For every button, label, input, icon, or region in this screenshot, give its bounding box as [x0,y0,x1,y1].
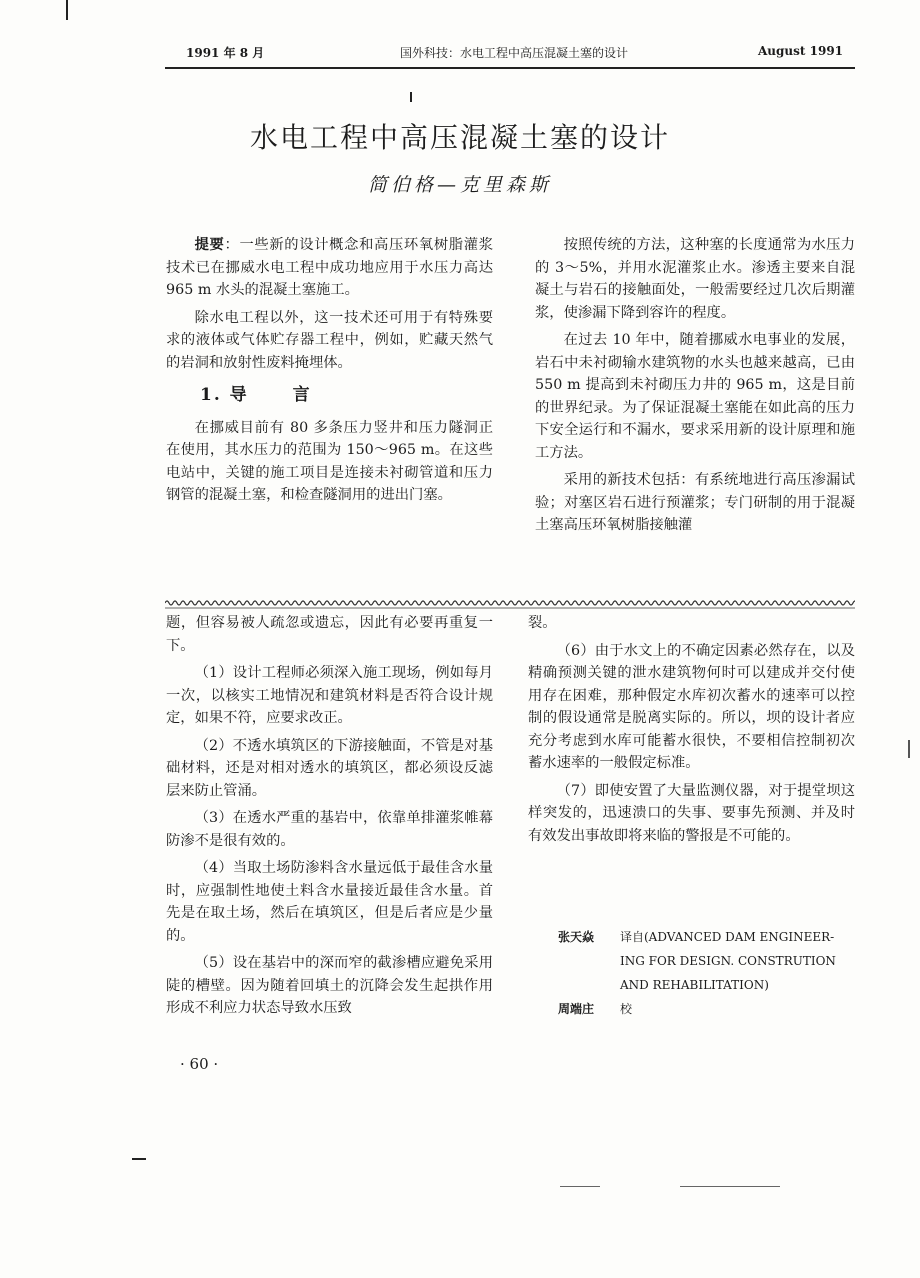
scan-mark [680,1186,780,1187]
translator-source-2: ING FOR DESIGN. CONSTRUTION [620,954,836,968]
list-item: （4）当取土场防渗料含水量远低于最佳含水量时，应强制性地使土料含水量接近最佳含水量。首先是在取土场，然后在填筑区，但是后者应是少量的。 [166,860,493,944]
section-heading [166,384,493,407]
header-rule [165,67,855,69]
section-title-part: 导 [229,385,249,405]
list-item: （5）设在基岩中的深而窄的截渗槽应避免采用陡的槽壁。因为随着回填土的沉降会发生起拱作用形成不利应力状态导致水压致 [166,955,493,1016]
proofreader-role: 校 [620,1002,633,1016]
section-title-part: 言 [292,385,312,405]
translator-row-2 [558,949,858,973]
scan-mark [132,1158,146,1160]
page-number: · 60 · [180,1055,219,1073]
list-item: （6）由于水文上的不确定因素必然存在，以及精确预测关键的泄水建筑物何时可以建成并交付使用存在困难，那种假定水库初次蓄水的速率可以控制的假设通常是脱离实际的。所以，坝的设计者应充分考虑到水库可能蓄水很快，不要相信控制初次蓄水速率的一般假定标准。 [528,642,855,771]
article-authors: 简伯格—克里森斯 [367,174,552,196]
translator-row [558,925,858,949]
translation-credits [558,925,858,1021]
scan-mark [66,0,68,20]
wavy-divider [165,598,855,610]
abstract-paragraph [166,234,493,302]
continued-paragraph: 裂。 [528,615,557,631]
proofreader-name: 周端庄 [558,1002,595,1016]
translator-name: 张天焱 [558,930,595,944]
header-date-en: August 1991 [758,44,844,58]
section-number: 1. [200,385,222,405]
column-top-right [535,234,855,542]
list-item: （3）在透水严重的基岩中，依靠单排灌浆帷幕防渗不是很有效的。 [166,810,493,849]
column-bottom-left [166,612,493,1025]
scan-mark [560,1186,600,1187]
list-item: （2）不透水填筑区的下游接触面，不管是对基础材料，还是对相对透水的填筑区，都必须设反滤层来防止管涌。 [166,737,493,799]
abstract-label: 提要 [194,237,225,253]
header-date-cn: 1991 年 8 月 [186,46,265,60]
scan-mark [908,740,910,758]
continued-paragraph: 题，但容易被人疏忽或遗忘，因此有必要再重复一下。 [166,615,493,654]
body-paragraph: 在过去 10 年中，随着挪威水电事业的发展，岩石中未衬砌输水建筑物的水头也越来越高，已由 550 m 提高到未衬砌压力井的 965 m，这是目前的世界纪录。为了保证混凝土塞能在如此高的压力下安全运行和不漏水，要求采用新的设计原理和施工方法。 [535,332,855,461]
translator-row-3 [558,973,858,997]
list-item: （7）即使安置了大量监测仪器，对于提堂坝这样突发的，迅速溃口的失事、要事先预测、并及时有效发出事故即将来临的警报是不可能的。 [528,782,855,844]
body-paragraph: 按照传统的方法，这种塞的长度通常为水压力的 3～5%，并用水泥灌浆止水。渗透主要来自混凝土与岩石的接触面处，一般需要经过几次后期灌浆，使渗漏下降到容许的程度。 [535,237,855,321]
proofreader-row [558,997,858,1021]
translator-source: 译自(ADVANCED DAM ENGINEER- [620,930,835,944]
abstract-text: ：一些新的设计概念和高压环氧树脂灌浆技术已在挪威水电工程中成功地应用于水压力高达 965 m 水头的混凝土塞施工。 [166,237,493,298]
column-bottom-right [528,612,855,852]
header-running-title: 国外科技：水电工程中高压混凝土塞的设计 [400,46,629,60]
list-item: （1）设计工程师必须深入施工现场，例如每月一次，以核实工地情况和建筑材料是否符合设计规定，如果不符，应要求改正。 [166,665,493,726]
column-top-left [166,234,493,512]
translator-source-3: AND REHABILITATION) [620,978,769,992]
article-title: 水电工程中高压混凝土塞的设计 [249,121,670,154]
abstract-paragraph-2: 除水电工程以外，这一技术还可用于有特殊要求的液体或气体贮存器工程中，例如，贮藏天然气的岩洞和放射性废料掩埋体。 [166,309,493,371]
body-paragraph: 采用的新技术包括：有系统地进行高压渗漏试验；对塞区岩石进行预灌浆；专门研制的用于混凝土塞高压环氧树脂接触灌 [535,472,855,533]
scan-mark [410,92,412,102]
intro-paragraph: 在挪威目前有 80 多条压力竖井和压力隧洞正在使用，其水压力的范围为 150～965 m。在这些电站中，关键的施工项目是连接未衬砌管道和压力钢管的混凝土塞，和检查隧洞用的进出门塞。 [166,419,493,503]
